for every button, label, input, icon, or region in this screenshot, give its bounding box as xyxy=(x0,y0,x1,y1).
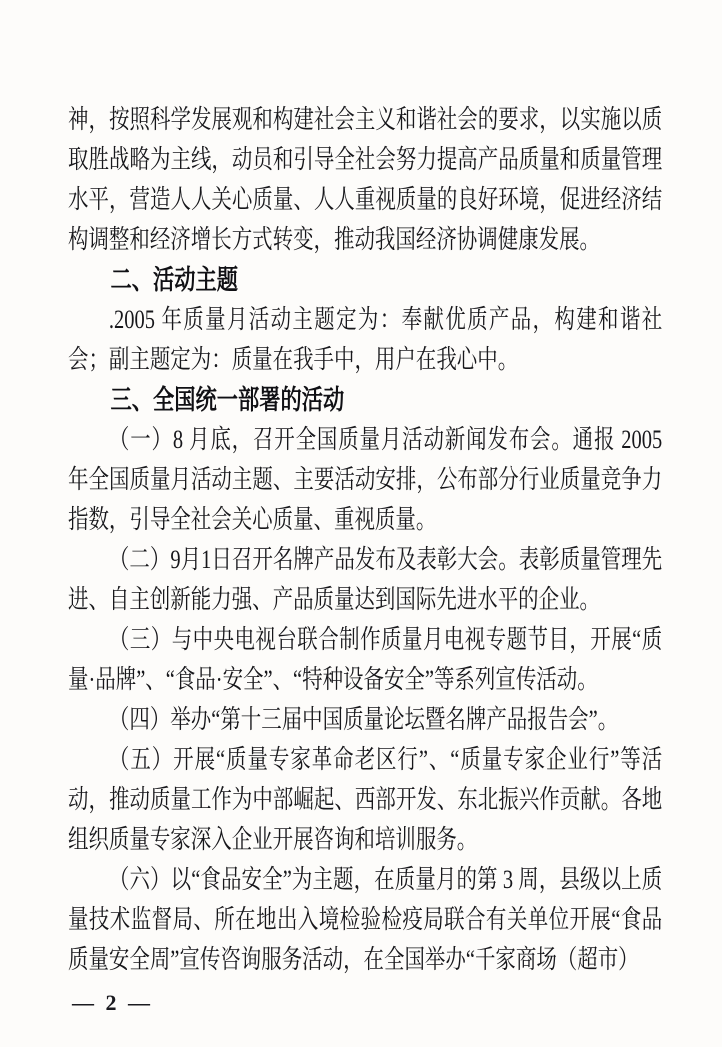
page-number: — 2 — xyxy=(72,990,153,1015)
paragraph-item-3: （三）与中央电视台联合制作质量月电视专题节目，开展“质量·品牌”、“食品·安全”、“特种设备安全”等系列宣传活动。 xyxy=(68,625,663,694)
section-heading-activity-theme: 二、活动主题 xyxy=(110,265,238,295)
paragraph-item-4: （四）举办“第十三届中国质量论坛暨名牌产品报告会”。 xyxy=(108,705,619,734)
paragraph-item-5: （五）开展“质量专家革命老区行”、“质量专家企业行”等活动，推动质量工作为中部崛起、西部开发、东北振兴作贡献。各地组织质量专家深入企业开展咨询和培训服务。 xyxy=(68,745,663,854)
paragraph-continuation: 神，按照科学发展观和构建社会主义和谐社会的要求，以实施以质取胜战略为主线，动员和引导全社会努力提高产品质量和质量管理水平，营造人人关心质量、人人重视质量的良好环境，促进经济结构调整和经济增长方式转变，推动我国经济协调健康发展。 xyxy=(68,105,663,254)
paragraph-item-2: （二）9月1日召开名牌产品发布及表彰大会。表彰质量管理先进、自主创新能力强、产品质量达到国际先进水平的企业。 xyxy=(68,545,663,614)
paragraph-item-6: （六）以“食品安全”为主题，在质量月的第 3 周，县级以上质量技术监督局、所在地出入境检验检疫局联合有关单位开展“食品质量安全周”宣传咨询服务活动，在全国举办“千家商场（超市） xyxy=(68,865,663,974)
document-body xyxy=(68,100,662,980)
paragraph-theme: .2005 年质量月活动主题定为：奉献优质产品，构建和谐社会；副主题定为：质量在我手中，用户在我心中。 xyxy=(68,305,663,374)
paragraph-item-1: （一）8 月底，召开全国质量月活动新闻发布会。通报 2005 年全国质量月活动主题、主要活动安排，公布部分行业质量竞争力指数，引导全社会关心质量、重视质量。 xyxy=(68,425,663,534)
section-heading-national-activities: 三、全国统一部署的活动 xyxy=(110,385,345,415)
